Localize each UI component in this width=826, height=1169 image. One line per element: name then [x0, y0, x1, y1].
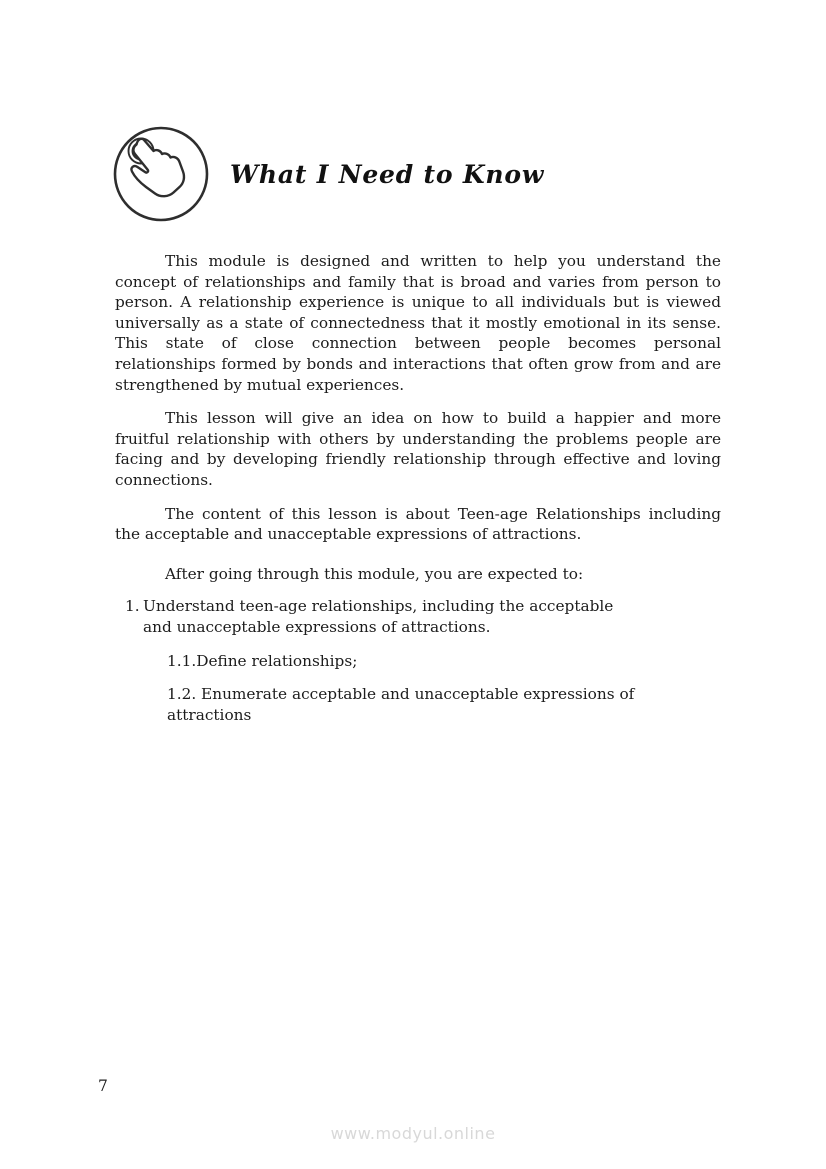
page-number: 7	[98, 1077, 108, 1095]
objective-item-1	[125, 596, 721, 637]
objective-text: Understand teen-age relationships, including the acceptable and unacceptable expressions of attractions.	[143, 597, 614, 636]
page-title: What I Need to Know	[230, 159, 545, 189]
objectives-lead-in: After going through this module, you are expected to:	[165, 564, 584, 583]
section-header	[111, 124, 544, 224]
sub-objective-item-1-2: 1.2. Enumerate acceptable and unacceptable expressions of attractions	[167, 685, 635, 724]
paragraph-module-overview: This module is designed and written to help you understand the concept of relationships and family that is broad and varies from person to person. A relationship experience is unique to all individuals but is viewed universally as a state of connectedness that it mostly emotional in its sense. This state of close connection between people becomes personal relationships formed by bonds and interactions that often grow from and are strengthened by mutual experiences.	[115, 252, 721, 394]
paragraph-lesson-goal: This lesson will give an idea on how to build a happier and more fruitful relationship with others by understanding the problems people are facing and by developing friendly relationship through effective and loving connections.	[115, 409, 721, 489]
paragraph-lesson-content: The content of this lesson is about Teen-age Relationships including the acceptable and unacceptable expressions of attractions.	[115, 504, 721, 544]
body-content	[115, 251, 721, 725]
tap-hand-icon	[111, 124, 211, 224]
watermark: www.modyul.online	[330, 1124, 496, 1143]
sub-objective-item-1-1: 1.1.Define relationships;	[167, 651, 358, 670]
objective-marker: 1.	[125, 597, 140, 616]
